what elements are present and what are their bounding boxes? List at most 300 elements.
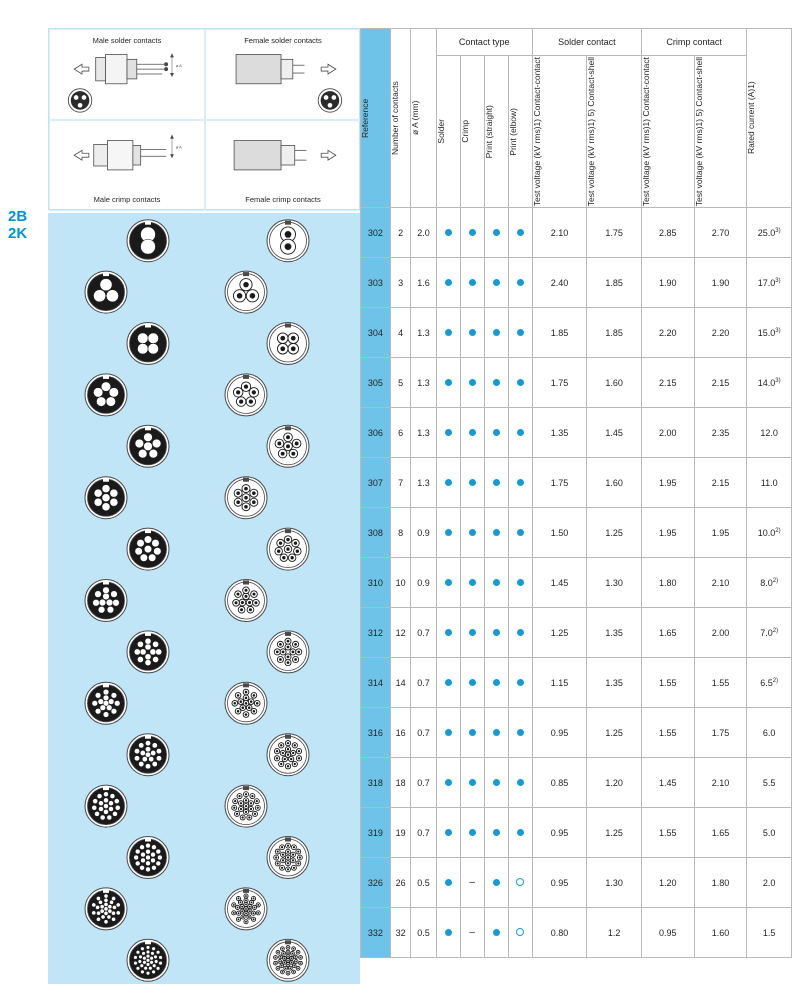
cell-solder-cc: 0.95 <box>532 858 587 908</box>
cell-crimp-cc: 2.15 <box>641 358 694 408</box>
filled-dot-icon <box>445 779 452 786</box>
cell-rated-current <box>747 508 792 558</box>
specifications-table <box>360 28 792 958</box>
cell-solder-cs: 1.60 <box>587 458 642 508</box>
filled-dot-icon <box>445 679 452 686</box>
col-header-print_elbow <box>508 56 532 208</box>
cell-solder-cs: 1.85 <box>587 258 642 308</box>
cell-crimp <box>460 358 484 408</box>
cell-rated-current <box>747 858 792 908</box>
filled-dot-icon <box>517 779 524 786</box>
cell-solder <box>436 258 460 308</box>
connector-face-303-male <box>85 271 127 313</box>
rated-current-value: 6.0 <box>762 727 776 738</box>
face-diagram-grid <box>48 213 360 984</box>
cell-number-of-contacts: 26 <box>390 858 411 908</box>
cell-diameter: 0.9 <box>411 508 436 558</box>
filled-dot-icon <box>469 429 476 436</box>
cell-rated-current <box>747 758 792 808</box>
connector-face-316-male <box>127 734 169 776</box>
table-row <box>361 758 792 808</box>
group-header-contact-type: Contact type <box>436 29 532 56</box>
cell-diameter: 1.6 <box>411 258 436 308</box>
cell-rated-current <box>747 258 792 308</box>
cell-solder-cs: 1.25 <box>587 808 642 858</box>
cell-diameter: 0.5 <box>411 858 436 908</box>
cell-crimp-cs: 2.15 <box>694 458 747 508</box>
col-header-label: Reference <box>360 98 370 138</box>
filled-dot-icon <box>493 229 500 236</box>
connector-face-332-female <box>267 939 309 981</box>
rated-current-footnote: 2) <box>772 627 779 634</box>
col-header-label: Test voltage (kV rms)1) Contact-contact <box>531 56 542 207</box>
cell-crimp <box>460 258 484 308</box>
cell-solder-cc: 1.75 <box>532 458 587 508</box>
cell-crimp-cs: 1.80 <box>694 858 747 908</box>
rated-current-footnote: 2) <box>772 577 779 584</box>
col-header-diameter-group <box>411 29 436 208</box>
filled-dot-icon <box>493 879 500 886</box>
cell-crimp-cc: 2.85 <box>641 208 694 258</box>
table-row <box>361 708 792 758</box>
cell-crimp-cs: 2.70 <box>694 208 747 258</box>
cell-crimp <box>460 908 484 958</box>
cell-solder <box>436 658 460 708</box>
filled-dot-icon <box>493 529 500 536</box>
connector-face-303-female <box>225 271 267 313</box>
cell-print-straight <box>484 858 508 908</box>
cell-reference: 304 <box>361 308 391 358</box>
cell-print-straight <box>484 458 508 508</box>
cell-solder <box>436 758 460 808</box>
cell-crimp <box>460 858 484 908</box>
cell-reference: 308 <box>361 508 391 558</box>
cell-reference: 319 <box>361 808 391 858</box>
connector-face-302-male <box>127 220 169 262</box>
cell-solder-cc: 0.85 <box>532 758 587 808</box>
cell-solder <box>436 508 460 558</box>
connector-face-319-female <box>267 837 309 879</box>
cell-solder-cs: 1.75 <box>587 208 642 258</box>
col-header-print_straight <box>484 56 508 208</box>
cell-crimp-cc: 2.20 <box>641 308 694 358</box>
rated-current-footnote: 3) <box>775 377 781 384</box>
table-row <box>361 808 792 858</box>
col-header-label: Print (elbow) <box>507 107 518 156</box>
cell-crimp <box>460 508 484 558</box>
cell-solder-cs: 1.20 <box>587 758 642 808</box>
col-header-crimp_cs <box>694 56 747 208</box>
filled-dot-icon <box>517 579 524 586</box>
cell-number-of-contacts: 12 <box>390 608 411 658</box>
connector-face-305-male <box>85 374 127 416</box>
cell-crimp <box>460 408 484 458</box>
rated-current-value: 7.0 <box>760 627 773 638</box>
filled-dot-icon <box>445 329 452 336</box>
col-header-solder_cs <box>587 56 642 208</box>
cell-rated-current <box>747 358 792 408</box>
table-row <box>361 508 792 558</box>
male-solder-contacts-drawing <box>50 30 204 119</box>
cell-crimp-cc: 1.45 <box>641 758 694 808</box>
col-header-label: Solder <box>435 119 446 144</box>
cell-diameter: 0.5 <box>411 908 436 958</box>
filled-dot-icon <box>469 529 476 536</box>
filled-dot-icon <box>493 329 500 336</box>
rated-current-footnote: 3) <box>775 327 781 334</box>
cell-crimp-cc: 1.90 <box>641 258 694 308</box>
cell-solder-cs: 1.25 <box>587 508 642 558</box>
cell-solder-cc: 2.40 <box>532 258 587 308</box>
filled-dot-icon <box>493 779 500 786</box>
cell-print-elbow <box>508 658 532 708</box>
connector-face-326-female <box>225 888 267 930</box>
cell-solder <box>436 908 460 958</box>
cell-reference: 332 <box>361 908 391 958</box>
filled-dot-icon <box>445 429 452 436</box>
cell-number-of-contacts: 16 <box>390 708 411 758</box>
cell-crimp <box>460 308 484 358</box>
filled-dot-icon <box>493 629 500 636</box>
illustration-male-solder-contacts <box>49 29 205 120</box>
cell-print-straight <box>484 208 508 258</box>
col-header-label: Test voltage (kV rms)1) 5) Contact-shell <box>693 56 704 207</box>
col-header-crimp <box>460 56 484 208</box>
table-head <box>361 29 792 208</box>
cell-print-straight <box>484 658 508 708</box>
cell-diameter: 0.7 <box>411 758 436 808</box>
cell-solder <box>436 608 460 658</box>
cell-solder <box>436 308 460 358</box>
filled-dot-icon <box>445 729 452 736</box>
cell-print-straight <box>484 808 508 858</box>
illustration-title: Male solder contacts <box>92 36 162 45</box>
illustration-title: Female solder contacts <box>244 36 322 45</box>
filled-dot-icon <box>493 729 500 736</box>
illustration-male-crimp-contacts <box>49 120 205 211</box>
col-header-solder <box>436 56 460 208</box>
col-header-reference-group <box>361 29 391 208</box>
cell-solder-cc: 1.45 <box>532 558 587 608</box>
cell-number-of-contacts: 7 <box>390 458 411 508</box>
rated-current-value: 11.0 <box>760 477 778 488</box>
filled-dot-icon <box>469 729 476 736</box>
col-header-label: Test voltage (kV rms)1) Contact-contact <box>640 56 651 207</box>
col-header-label: Crimp <box>459 120 470 143</box>
rated-current-value: 14.0 <box>757 377 776 388</box>
rated-current-footnote: 2) <box>772 677 779 684</box>
filled-dot-icon <box>493 279 500 286</box>
cell-solder-cc: 1.50 <box>532 508 587 558</box>
filled-dot-icon <box>493 479 500 486</box>
cell-reference: 316 <box>361 708 391 758</box>
filled-dot-icon <box>493 829 500 836</box>
cell-solder-cs: 1.30 <box>587 558 642 608</box>
cell-reference: 310 <box>361 558 391 608</box>
filled-dot-icon <box>517 829 524 836</box>
cell-number-of-contacts: 18 <box>390 758 411 808</box>
cell-crimp-cs: 2.15 <box>694 358 747 408</box>
connector-face-312-female <box>267 631 309 673</box>
cell-solder-cc: 0.95 <box>532 808 587 858</box>
cell-print-elbow <box>508 208 532 258</box>
cell-diameter: 1.3 <box>411 358 436 408</box>
table-row <box>361 358 792 408</box>
cell-number-of-contacts: 2 <box>390 208 411 258</box>
cell-crimp-cc: 1.95 <box>641 508 694 558</box>
connector-face-312-male <box>127 631 169 673</box>
cell-crimp-cc: 1.55 <box>641 708 694 758</box>
filled-dot-icon <box>469 479 476 486</box>
cell-rated-current <box>747 658 792 708</box>
filled-dot-icon <box>469 329 476 336</box>
contact-illustrations-panel <box>48 28 360 210</box>
filled-dot-icon <box>517 729 524 736</box>
cell-solder <box>436 408 460 458</box>
rated-current-value: 15.0 <box>757 327 776 338</box>
cell-print-elbow <box>508 358 532 408</box>
cell-reference: 312 <box>361 608 391 658</box>
table-row <box>361 908 792 958</box>
cell-rated-current <box>747 308 792 358</box>
cell-rated-current <box>747 608 792 658</box>
cell-print-straight <box>484 308 508 358</box>
cell-solder-cs: 1.30 <box>587 858 642 908</box>
female-solder-contacts-drawing <box>206 30 360 119</box>
cell-print-elbow <box>508 508 532 558</box>
filled-dot-icon <box>469 579 476 586</box>
col-header-contacts-group <box>390 29 411 208</box>
cell-crimp-cs: 1.55 <box>694 658 747 708</box>
filled-dot-icon <box>469 629 476 636</box>
filled-dot-icon <box>445 529 452 536</box>
cell-print-elbow <box>508 308 532 358</box>
cell-number-of-contacts: 8 <box>390 508 411 558</box>
filled-dot-icon <box>469 229 476 236</box>
table-row <box>361 858 792 908</box>
cell-solder-cs: 1.85 <box>587 308 642 358</box>
illustration-title: Male crimp contacts <box>93 195 161 204</box>
cell-print-straight <box>484 358 508 408</box>
cell-solder-cs: 1.35 <box>587 608 642 658</box>
female-crimp-contacts-drawing <box>206 121 360 210</box>
cell-reference: 302 <box>361 208 391 258</box>
rated-current-footnote: 3) <box>775 227 781 234</box>
cell-print-elbow <box>508 608 532 658</box>
cell-crimp-cc: 2.00 <box>641 408 694 458</box>
connector-face-307-female <box>225 477 267 519</box>
filled-dot-icon <box>493 579 500 586</box>
cell-solder-cc: 0.95 <box>532 708 587 758</box>
col-header-label: Test voltage (kV rms)1) 5) Contact-shell <box>586 56 597 207</box>
cell-number-of-contacts: 6 <box>390 408 411 458</box>
cell-print-elbow <box>508 408 532 458</box>
cell-number-of-contacts: 4 <box>390 308 411 358</box>
filled-dot-icon <box>469 829 476 836</box>
rated-current-value: 5.5 <box>762 777 776 788</box>
rated-current-footnote: 2) <box>775 527 781 534</box>
connector-face-310-female <box>225 580 267 622</box>
cell-reference: 303 <box>361 258 391 308</box>
table-body <box>361 208 792 958</box>
cell-solder <box>436 708 460 758</box>
table-row <box>361 608 792 658</box>
cell-crimp <box>460 558 484 608</box>
col-header-crimp_cc <box>641 56 694 208</box>
cell-solder-cs: 1.35 <box>587 658 642 708</box>
col-header-label: Number of contacts <box>389 81 400 155</box>
group-header-crimp-contact: Crimp contact <box>641 29 746 56</box>
cell-print-elbow <box>508 758 532 808</box>
filled-dot-icon <box>469 279 476 286</box>
filled-dot-icon <box>469 679 476 686</box>
filled-dot-icon <box>517 529 524 536</box>
cell-crimp <box>460 808 484 858</box>
cell-crimp-cc: 1.55 <box>641 658 694 708</box>
rated-current-value: 8.0 <box>760 577 773 588</box>
connector-face-308-male <box>127 528 169 570</box>
cell-print-elbow <box>508 808 532 858</box>
table-row <box>361 208 792 258</box>
cell-solder <box>436 808 460 858</box>
filled-dot-icon <box>445 879 452 886</box>
cell-print-elbow <box>508 558 532 608</box>
filled-dot-icon <box>469 379 476 386</box>
filled-dot-icon <box>517 229 524 236</box>
cell-print-elbow <box>508 908 532 958</box>
illustration-title: Female crimp contacts <box>245 195 321 204</box>
filled-dot-icon <box>517 629 524 636</box>
cell-crimp <box>460 458 484 508</box>
connector-face-316-female <box>267 734 309 776</box>
cell-number-of-contacts: 14 <box>390 658 411 708</box>
connector-face-306-female <box>267 425 309 467</box>
cell-diameter: 1.3 <box>411 308 436 358</box>
dash-mark: – <box>469 927 475 938</box>
cell-crimp-cs: 2.00 <box>694 608 747 658</box>
cell-crimp-cs: 2.10 <box>694 758 747 808</box>
connector-face-319-male <box>127 837 169 879</box>
cell-reference: 306 <box>361 408 391 458</box>
cell-number-of-contacts: 19 <box>390 808 411 858</box>
cell-solder-cs: 1.25 <box>587 708 642 758</box>
connector-face-314-male <box>85 682 127 724</box>
connector-face-305-female <box>225 374 267 416</box>
rated-current-value: 1.5 <box>762 927 776 938</box>
col-header-label: Print (straight) <box>483 104 494 159</box>
rated-current-value: 25.0 <box>757 227 776 238</box>
cell-reference: 307 <box>361 458 391 508</box>
cell-rated-current <box>747 808 792 858</box>
connector-face-318-male <box>85 785 127 827</box>
cell-crimp-cc: 1.95 <box>641 458 694 508</box>
table-row <box>361 408 792 458</box>
filled-dot-icon <box>445 279 452 286</box>
cell-diameter: 2.0 <box>411 208 436 258</box>
cell-rated-current <box>747 408 792 458</box>
cell-solder <box>436 458 460 508</box>
cell-reference: 326 <box>361 858 391 908</box>
male-crimp-contacts-drawing <box>50 121 204 210</box>
cell-solder <box>436 558 460 608</box>
connector-face-308-female <box>267 528 309 570</box>
cell-diameter: 0.7 <box>411 608 436 658</box>
filled-dot-icon <box>517 279 524 286</box>
cell-crimp <box>460 708 484 758</box>
group-header-solder-contact: Solder contact <box>532 29 641 56</box>
cell-reference: 305 <box>361 358 391 408</box>
filled-dot-icon <box>493 429 500 436</box>
cell-solder <box>436 858 460 908</box>
series-line-1: 2B <box>8 208 28 225</box>
table-row <box>361 658 792 708</box>
col-header-label: ø A (mm) <box>410 100 421 136</box>
cell-rated-current <box>747 908 792 958</box>
col-header-label: Rated current (A)1) <box>746 81 757 155</box>
cell-print-elbow <box>508 708 532 758</box>
filled-dot-icon <box>445 379 452 386</box>
cell-number-of-contacts: 5 <box>390 358 411 408</box>
cell-diameter: 1.3 <box>411 408 436 458</box>
cell-crimp-cs: 1.95 <box>694 508 747 558</box>
table-row <box>361 458 792 508</box>
filled-dot-icon <box>517 479 524 486</box>
connector-face-304-female <box>267 323 309 365</box>
cell-print-elbow <box>508 458 532 508</box>
cell-print-elbow <box>508 258 532 308</box>
cell-print-straight <box>484 708 508 758</box>
cell-print-straight <box>484 608 508 658</box>
cell-crimp-cc: 1.80 <box>641 558 694 608</box>
filled-dot-icon <box>493 379 500 386</box>
cell-print-straight <box>484 408 508 458</box>
svg-text:ø A: ø A <box>175 144 182 150</box>
connector-face-diagrams <box>48 213 360 984</box>
cell-crimp-cs: 2.10 <box>694 558 747 608</box>
filled-dot-icon <box>517 429 524 436</box>
cell-reference: 314 <box>361 658 391 708</box>
cell-diameter: 0.7 <box>411 808 436 858</box>
cell-rated-current <box>747 458 792 508</box>
cell-solder-cc: 1.75 <box>532 358 587 408</box>
cell-rated-current <box>747 558 792 608</box>
cell-crimp-cs: 1.65 <box>694 808 747 858</box>
cell-print-elbow <box>508 858 532 908</box>
cell-solder <box>436 208 460 258</box>
filled-dot-icon <box>517 679 524 686</box>
illustration-female-crimp-contacts <box>205 120 361 211</box>
connector-face-306-male <box>127 425 169 467</box>
connector-face-302-female <box>267 220 309 262</box>
table-row <box>361 258 792 308</box>
cell-print-straight <box>484 258 508 308</box>
connector-face-304-male <box>127 323 169 365</box>
cell-crimp-cs: 1.90 <box>694 258 747 308</box>
cell-solder-cc: 1.25 <box>532 608 587 658</box>
cell-print-straight <box>484 908 508 958</box>
cell-print-straight <box>484 558 508 608</box>
cell-solder-cc: 2.10 <box>532 208 587 258</box>
illustration-female-solder-contacts <box>205 29 361 120</box>
rated-current-value: 12.0 <box>760 427 778 438</box>
cell-crimp <box>460 758 484 808</box>
cell-diameter: 0.7 <box>411 658 436 708</box>
cell-solder-cc: 1.35 <box>532 408 587 458</box>
connector-face-307-male <box>85 477 127 519</box>
cell-crimp-cs: 1.60 <box>694 908 747 958</box>
cell-crimp-cc: 1.20 <box>641 858 694 908</box>
col-header-solder_cc <box>532 56 587 208</box>
